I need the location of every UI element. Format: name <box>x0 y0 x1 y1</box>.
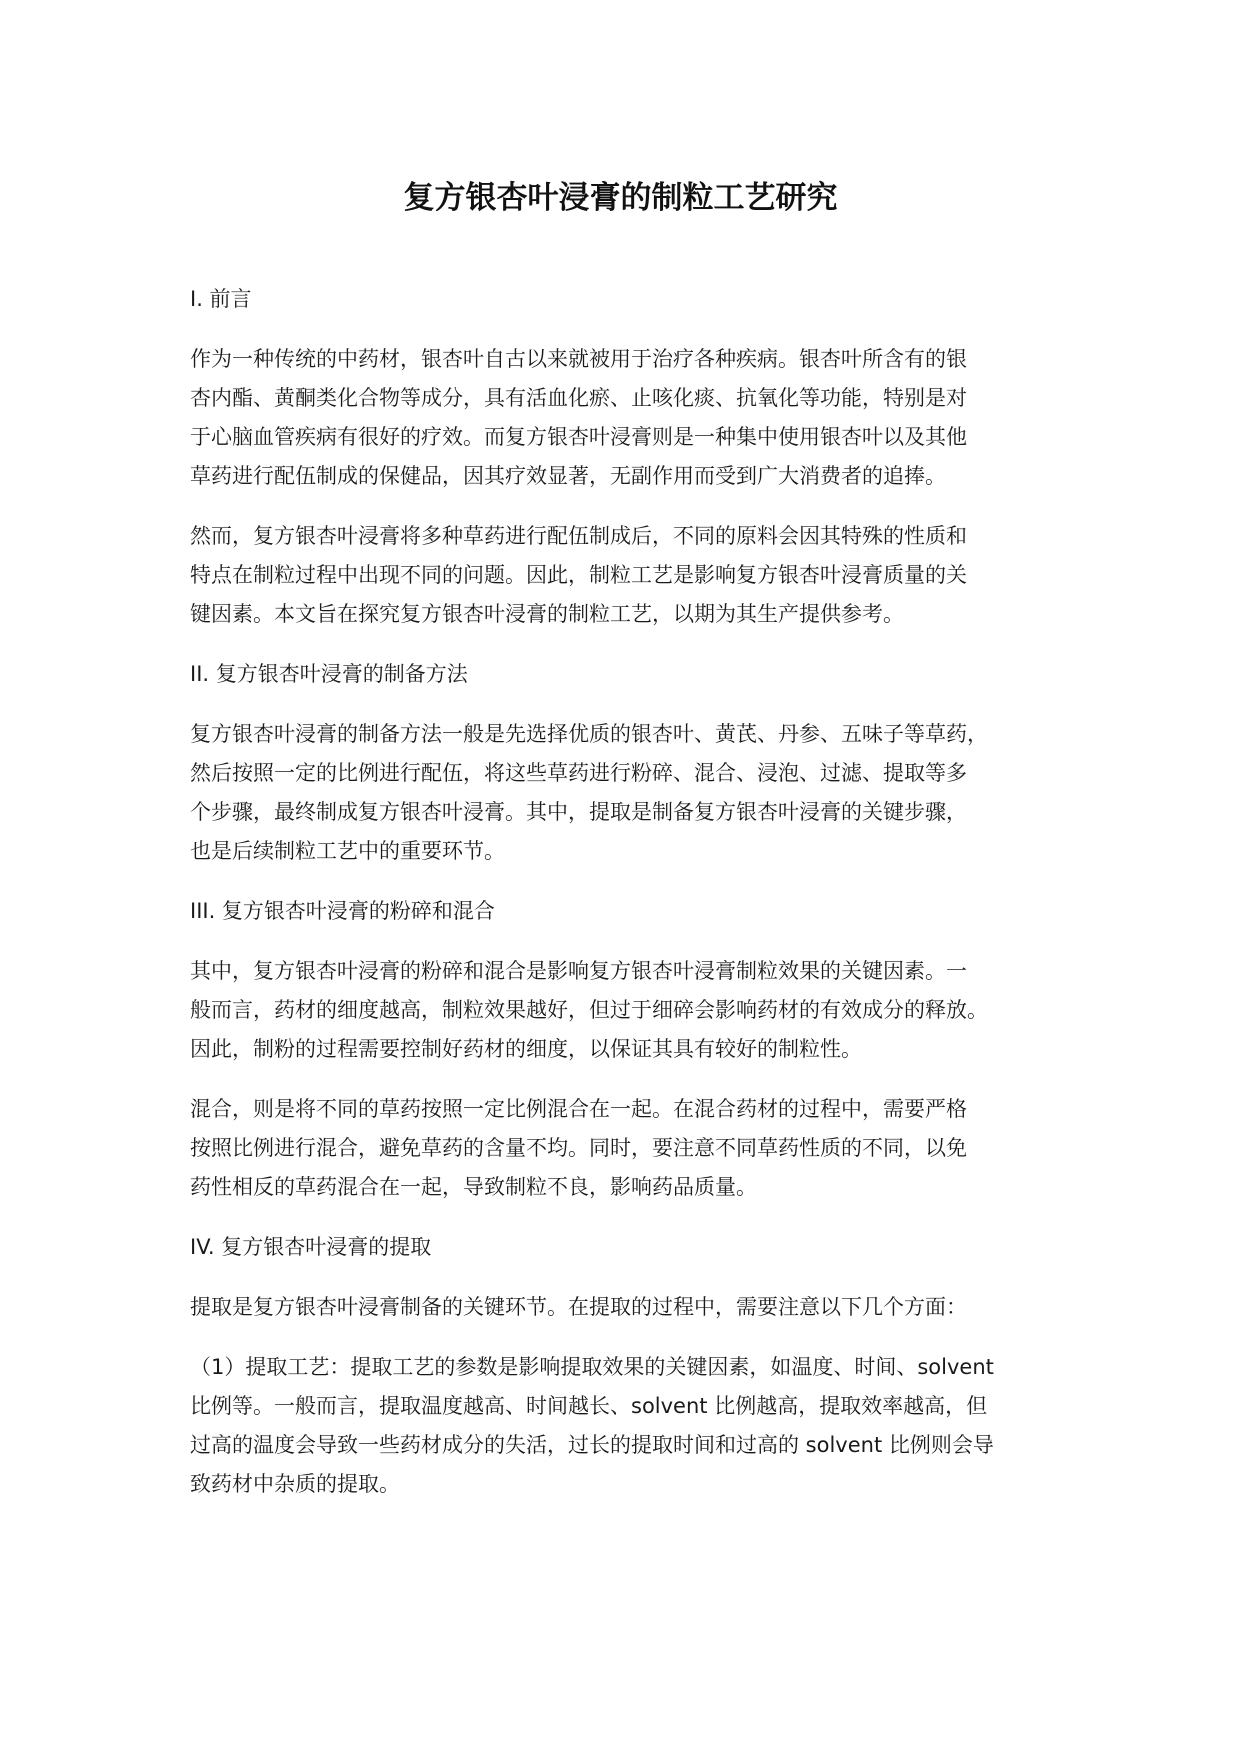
section-heading-crushing-mixing: III. 复方银杏叶浸膏的粉碎和混合 <box>190 899 495 923</box>
paragraph-introduction-2: 然而，复方银杏叶浸膏将多种草药进行配伍制成后，不同的原料会因其特殊的性质和 特点在制粒过程中出现不同的问题。因此，制粒工艺是影响复方银杏叶浸膏质量的关 键因素。本文旨在探究复方银杏叶浸膏的制粒工艺，以期为其生产提供参考。 <box>190 524 967 626</box>
paragraph-preparation-method: 复方银杏叶浸膏的制备方法一般是先选择优质的银杏叶、黄芪、丹参、五味子等草药， 然后按照一定的比例进行配伍，将这些草药进行粉碎、混合、浸泡、过滤、提取等多 个步骤，最终制成复方银杏叶浸膏。其中，提取是制备复方银杏叶浸膏的关键步骤， 也是后续制粒工艺中的重要环节。 <box>190 722 988 863</box>
paragraph-introduction-1: 作为一种传统的中药材，银杏叶自古以来就被用于治疗各种疾病。银杏叶所含有的银 杏内酯、黄酮类化合物等成分，具有活血化瘀、止咳化痰、抗氧化等功能，特别是对 于心脑血管疾病有很好的疗效。而复方银杏叶浸膏则是一种集中使用银杏叶以及其他 草药进行配伍制成的保健品，因其疗效显著，无副作用而受到广大消费者的追捧。 <box>190 347 967 488</box>
section-heading-extraction: IV. 复方银杏叶浸膏的提取 <box>190 1235 432 1259</box>
paragraph-crushing: 其中，复方银杏叶浸膏的粉碎和混合是影响复方银杏叶浸膏制粒效果的关键因素。一 般而言，药材的细度越高，制粒效果越好，但过于细碎会影响药材的有效成分的释放。 因此，制粉的过程需要控制好药材的细度，以保证其具有较好的制粒性。 <box>190 959 988 1061</box>
section-heading-introduction: I. 前言 <box>190 287 252 311</box>
paragraph-mixing: 混合，则是将不同的草药按照一定比例混合在一起。在混合药材的过程中，需要严格 按照比例进行混合，避免草药的含量不均。同时，要注意不同草药性质的不同，以免 药性相反的草药混合在一起，导致制粒不良，影响药品质量。 <box>190 1097 967 1199</box>
document-title: 复方银杏叶浸膏的制粒工艺研究 <box>403 180 838 216</box>
paragraph-extraction-process: （1）提取工艺：提取工艺的参数是影响提取效果的关键因素，如温度、时间、solvent 比例等。一般而言，提取温度越高、时间越长、solvent 比例越高，提取效率越高，但 过高的温度会导致一些药材成分的失活，过长的提取时间和过高的 solvent 比例则会导 致药材中杂质的提取。 <box>190 1355 994 1496</box>
paragraph-extraction-intro: 提取是复方银杏叶浸膏制备的关键环节。在提取的过程中，需要注意以下几个方面： <box>190 1295 967 1319</box>
section-heading-preparation-method: II. 复方银杏叶浸膏的制备方法 <box>190 662 468 686</box>
document-body <box>190 280 1075 1525</box>
